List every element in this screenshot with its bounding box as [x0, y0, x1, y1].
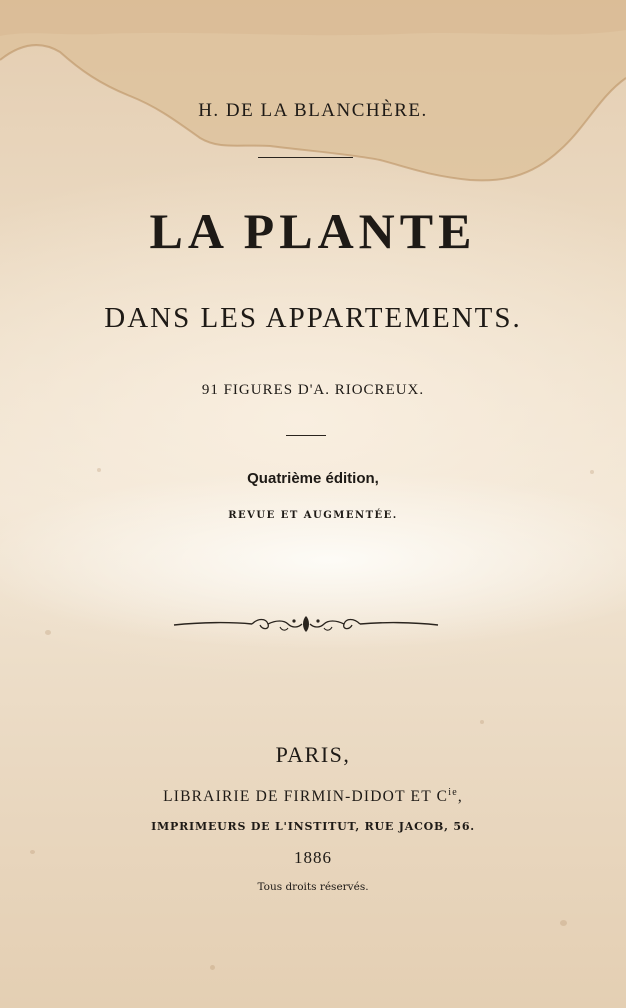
- edition-label: Quatrième édition,: [247, 470, 379, 487]
- rule-divider-top: [258, 157, 353, 158]
- printers-address: IMPRIMEURS DE L'INSTITUT, RUE JACOB, 56.: [151, 820, 475, 833]
- publisher-name: [0, 787, 626, 806]
- author-name: H. DE LA BLANCHÈRE.: [198, 100, 428, 121]
- publisher-end: ,: [457, 788, 463, 806]
- book-title: LA PLANTE: [149, 203, 477, 259]
- publisher-main: LIBRAIRIE DE FIRMIN-DIDOT ET C: [163, 788, 449, 806]
- rights-notice: Tous droits réservés.: [257, 881, 369, 893]
- publication-year: 1886: [294, 848, 332, 867]
- publisher-suffix: ie: [448, 787, 458, 798]
- revision-note: REVUE ET AUGMENTÉE.: [228, 510, 398, 521]
- book-subtitle: DANS LES APPARTEMENTS.: [104, 302, 522, 334]
- flourish-ornament-icon: [172, 612, 440, 636]
- figures-credit: 91 FIGURES D'A. RIOCREUX.: [201, 382, 425, 398]
- publication-city: PARIS,: [275, 742, 351, 767]
- rule-divider-middle: [286, 435, 326, 436]
